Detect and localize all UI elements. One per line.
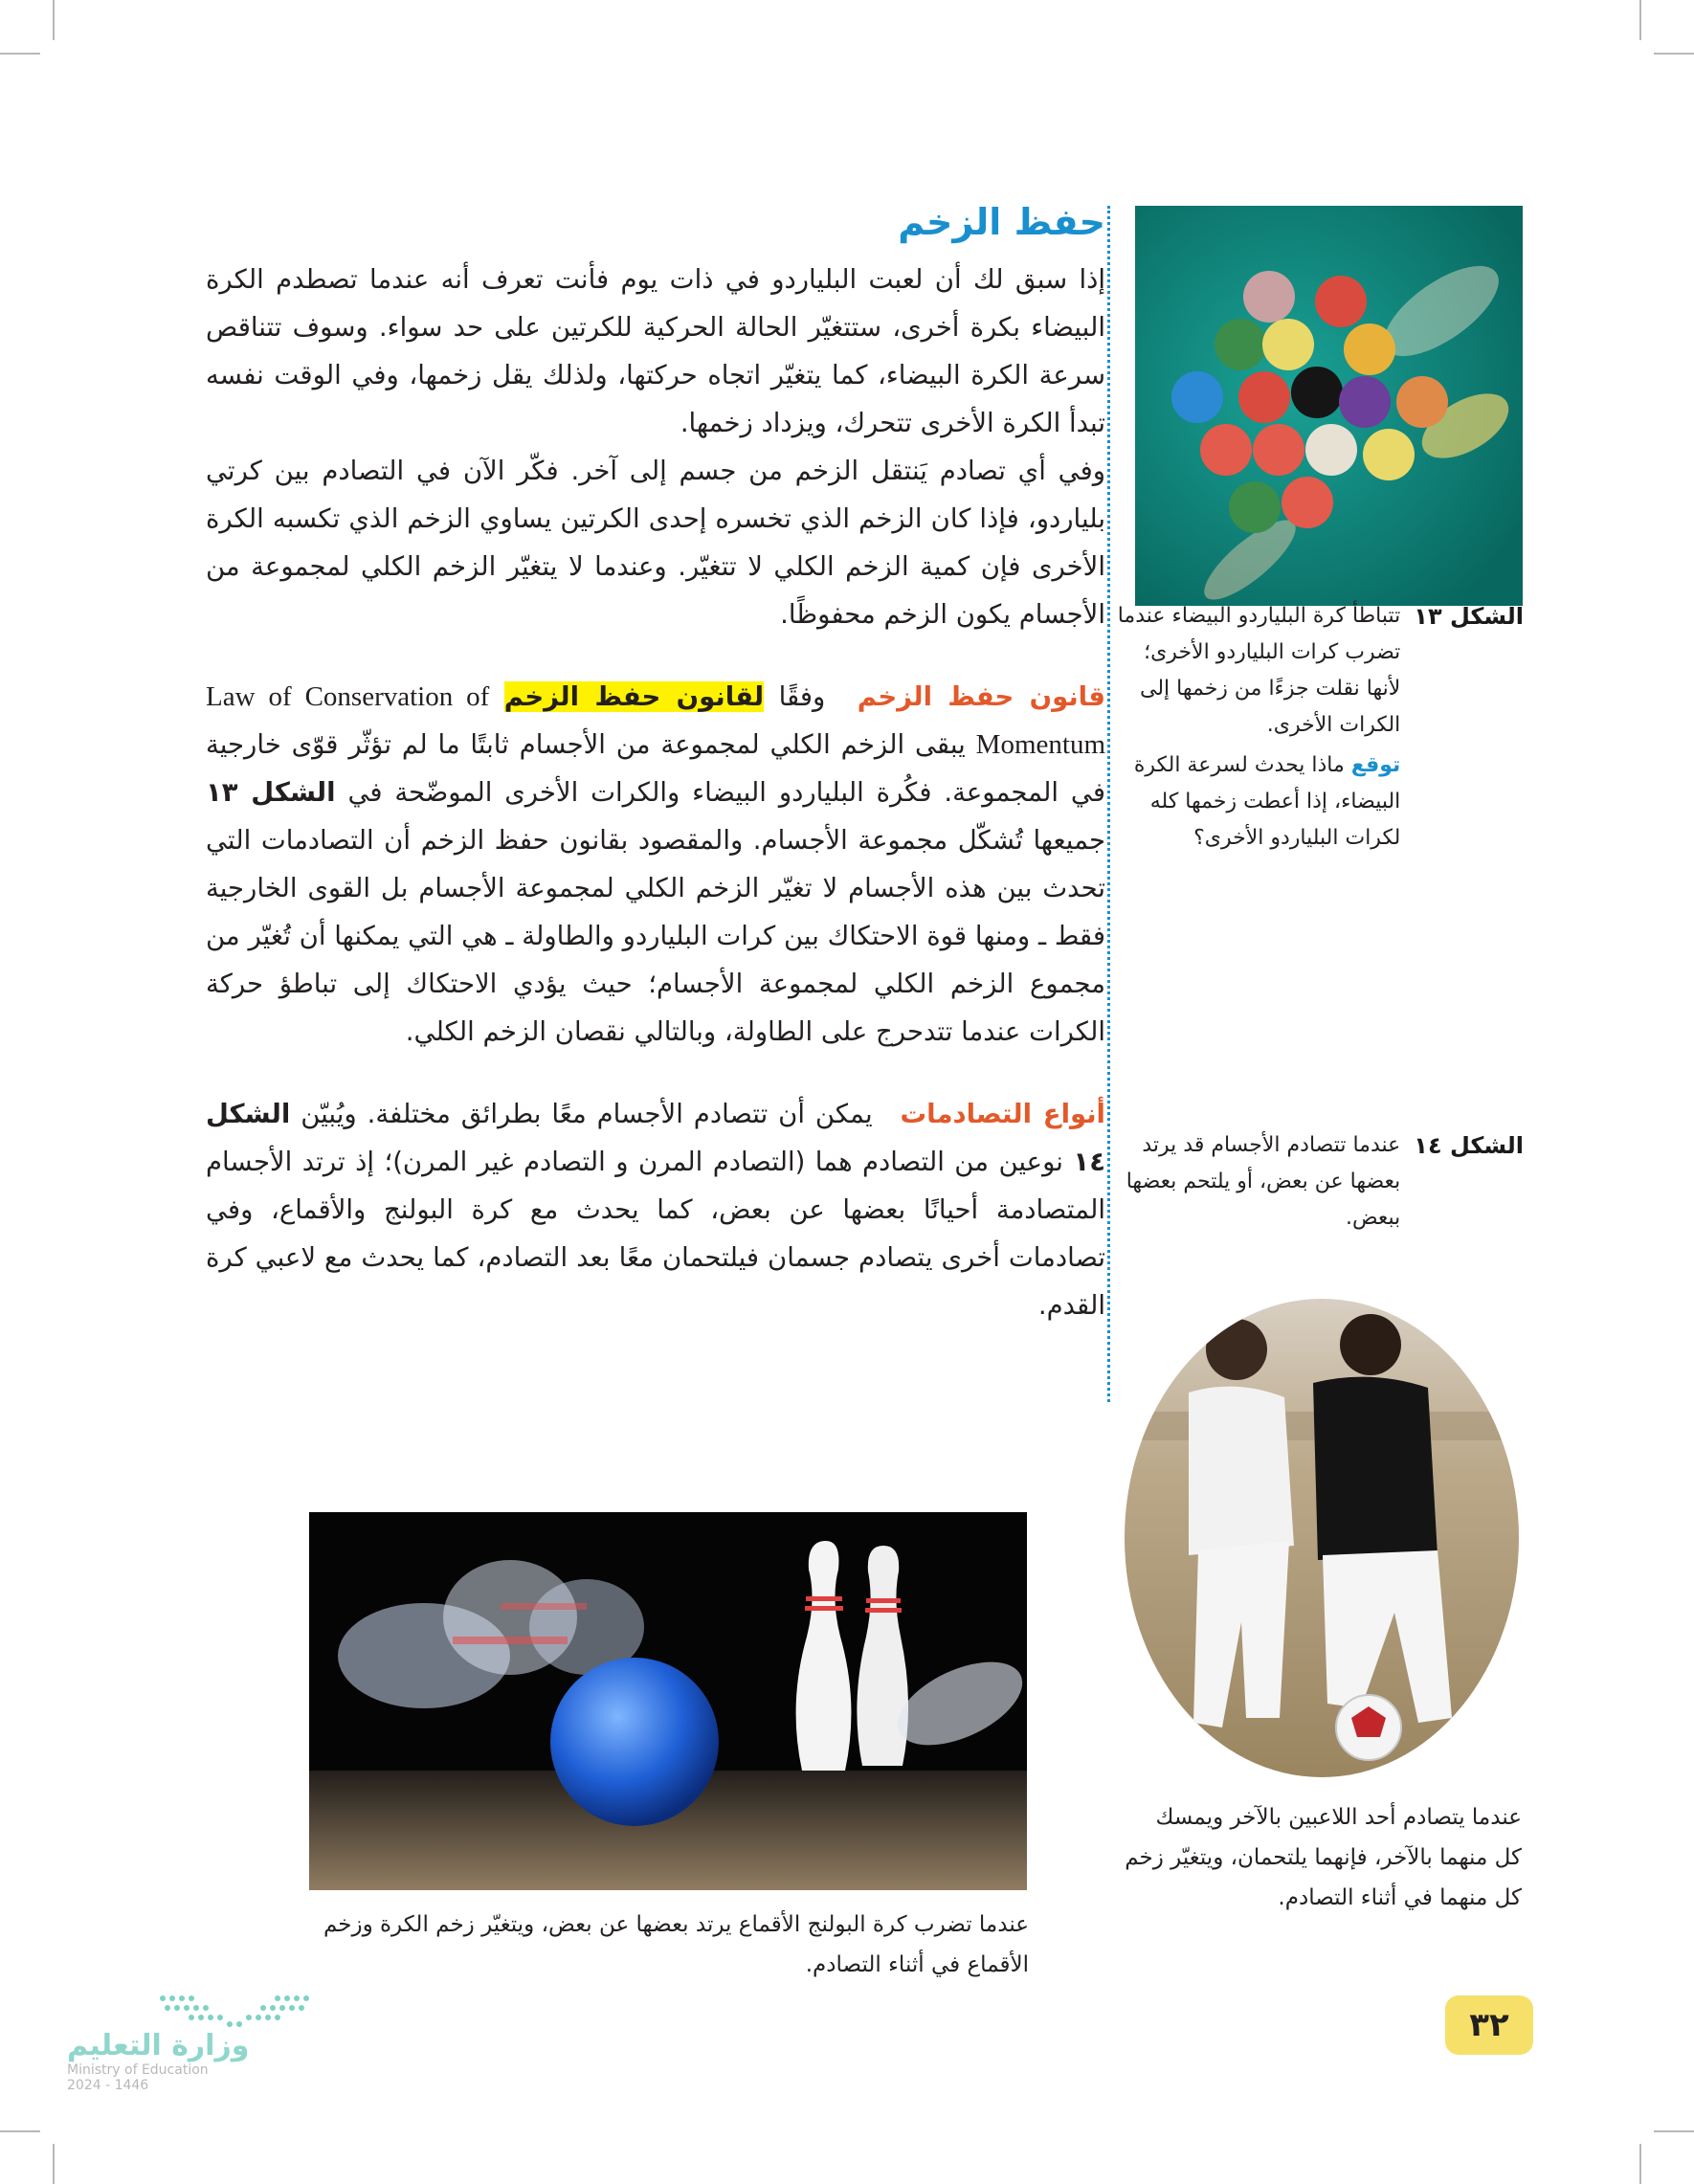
crop-mark xyxy=(1639,2144,1641,2184)
law-figure-ref: الشكل ١٣ xyxy=(206,777,336,808)
soccer-players-photo xyxy=(1122,1297,1522,1779)
collisions-figure-ref: الشكل ١٤ xyxy=(206,1099,1105,1177)
crop-mark xyxy=(0,2130,40,2132)
figure-14-caption xyxy=(1110,1127,1524,1237)
collisions-paragraph xyxy=(206,1090,1105,1329)
law-text-1: يبقى الزخم الكلي لمجموعة من الأجسام ثابتًا ما لم تؤثّر قوّى خارجية في المجموعة. فكُرة البلياردو البيضاء والكرات الأخرى الموضّحة في xyxy=(206,729,1105,808)
billiard-balls-illustration xyxy=(1135,206,1523,606)
bowling-photo xyxy=(309,1512,1027,1890)
ministry-arabic: وزارة التعليم xyxy=(67,2029,250,2062)
ministry-logo xyxy=(67,1991,316,2093)
bowling-caption: عندما تضرب كرة البولنج الأقماع يرتد بعضها عن بعض، ويتغيّر زخم الكرة وزخم الأقماع في أثناء التصادم. xyxy=(323,1912,1029,1977)
crop-mark xyxy=(53,2144,55,2184)
billiard-balls-photo xyxy=(1135,206,1523,606)
crop-mark xyxy=(1639,0,1641,40)
figure-13-text: تتباطأ كرة البلياردو البيضاء عندما تضرب كرات البلياردو الأخرى؛ لأنها نقلت جزءًا من زخمها إلى الكرات الأخرى. xyxy=(1117,604,1401,737)
law-paragraph xyxy=(206,673,1105,1056)
intro-paragraph-2: وفي أي تصادم يَنتقل الزخم من جسم إلى آخر. فكّر الآن في التصادم بين كرتي بلياردو، فإذا كان الزخم الذي تخسره إحدى الكرتين يساوي الزخم الذي تكسبه الكرة الأخرى فإن كمية الزخم الكلي لا تتغيّر. وعندما لا يتغيّر الزخم الكلي لمجموعة من الأجسام يكون الزخم محفوظًا. xyxy=(206,456,1105,630)
figure-13-label: الشكل ١٣ xyxy=(1414,603,1524,630)
collisions-keyword: أنواع التصادمات xyxy=(900,1099,1105,1129)
section-title: حفظ الزخم xyxy=(898,201,1105,243)
crop-mark xyxy=(1654,2130,1694,2132)
ministry-english: Ministry of Education xyxy=(67,2062,209,2078)
bowling-illustration xyxy=(309,1512,1027,1890)
ministry-dots-icon xyxy=(158,1991,311,2029)
crop-mark xyxy=(1654,53,1694,55)
law-text-2: جميعها تُشكّل مجموعة الأجسام. والمقصود بقانون حفظ الزخم أن التصادمات التي تحدث بين هذه الأجسام لا تغيّر الزخم الكلي لمجموعة الأجسام بل القوى الخارجية فقط ـ ومنها قوة الاحتكاك بين كرات البلياردو والطاولة ـ هي التي يمكنها أن تُغيّر من مجموع الزخم الكلي لمجموعة الأجسام؛ حيث يؤدي الاحتكاك إلى تباطؤ حركة الكرات عندما تتدحرج على الطاولة، وبالتالي نقصان الزخم الكلي. xyxy=(206,825,1105,1047)
figure-13-caption xyxy=(1110,598,1524,857)
ministry-year: 2024 - 1446 xyxy=(67,2078,149,2093)
soccer-players-illustration xyxy=(1122,1297,1522,1779)
intro-paragraph-1: إذا سبق لك أن لعبت البلياردو في ذات يوم فأنت تعرف أنه عندما تصطدم الكرة البيضاء بكرة أخرى، ستتغيّر الحالة الحركية للكرتين على حد سواء. وسوف تتناقص سرعة الكرة البيضاء، كما يتغيّر اتجاه حركتها، ولذلك يقل زخمها، وفي الوقت نفسه تبدأ الكرة الأخرى تتحرك، ويزداد زخمها. xyxy=(206,264,1105,438)
crop-mark xyxy=(0,53,40,55)
collisions-text-2: نوعين من التصادم هما (التصادم المرن و التصادم غير المرن)؛ إذ ترتد الأجسام المتصادمة أحيانًا بعضها عن بعض، كما يحدث مع كرة البولنج والأقماع، وفي تصادمات أخرى يتصادم جسمان فيلتحمان معًا بعد التصادم، كما يحدث مع لاعبي كرة القدم. xyxy=(206,1147,1105,1321)
law-lead: وفقًا xyxy=(778,681,826,712)
page-number: ٣٢ xyxy=(1445,1995,1533,2055)
collisions-text-1: يمكن أن تتصادم الأجسام معًا بطرائق مختلفة. ويُبيّن xyxy=(301,1099,873,1129)
law-english-term: Law of Conservation of Momentum xyxy=(206,681,1106,760)
figure-14-text: عندما تتصادم الأجسام قد يرتد بعضها عن بعض، أو يلتحم بعضها ببعض. xyxy=(1126,1133,1401,1230)
figure-14-label: الشكل ١٤ xyxy=(1414,1132,1524,1159)
crop-mark xyxy=(53,0,55,40)
predict-label: توقع xyxy=(1350,753,1401,777)
soccer-photo-caption: عندما يتصادم أحد اللاعبين بالآخر ويمسك كل منهما بالآخر، فإنهما يلتحمان، ويتغيّر زخم كل منهما في أثناء التصادم. xyxy=(1125,1805,1522,1910)
law-keyword: قانون حفظ الزخم xyxy=(857,681,1105,712)
main-column xyxy=(206,196,1105,1329)
law-highlight: لقانون حفظ الزخم xyxy=(503,681,765,712)
predict-text: ماذا يحدث لسرعة الكرة البيضاء، إذا أعطت زخمها كله لكرات البلياردو الأخرى؟ xyxy=(1133,753,1401,850)
